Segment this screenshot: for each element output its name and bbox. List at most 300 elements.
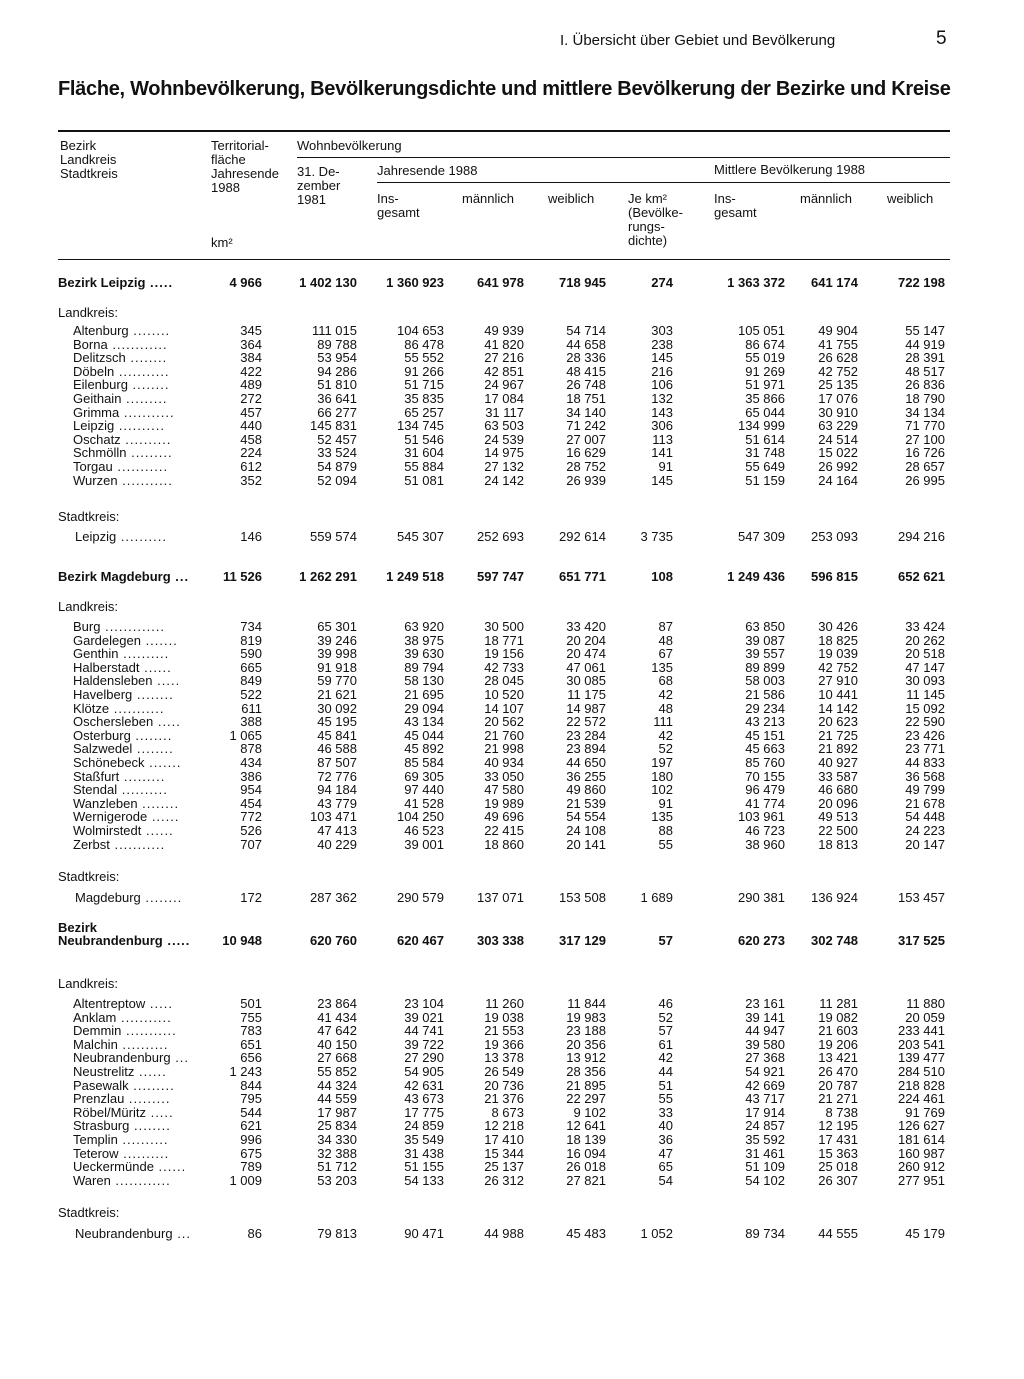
cell-col-5: 48 415 [566,363,606,379]
cell-col-3: 1 360 923 [386,275,444,290]
cell-col-7: 1 363 372 [727,275,785,290]
stadtkreis-row [0,891,1024,905]
cell-col-9: 34 134 [905,404,945,420]
cell-col-8: 24 164 [818,472,858,488]
cell-col-5: 14 987 [566,700,606,716]
row-label-text: Altenburg [73,323,129,338]
cell-col-6: 274 [651,275,673,290]
cell-col-5: 21 895 [566,1077,606,1093]
cell-col-5: 45 483 [566,1226,606,1241]
header-dezember-1981: 1981 [297,192,326,207]
cell-col-5: 12 641 [566,1118,606,1134]
row-label-text: Klötze [73,700,110,716]
header-mittlere-bevoelkerung: Mittlere Bevölkerung 1988 [714,162,866,177]
cell-col-7: 17 914 [745,1104,785,1120]
row-label-text: Bezirk Leipzig [58,275,146,290]
dot-leader: .......... [118,1145,170,1161]
cell-col-2: 17 987 [317,1104,357,1120]
row-label-text: Neubrandenburg [75,1226,173,1241]
cell-col-7: 39 141 [745,1009,785,1025]
cell-col-1: 755 [240,1009,262,1025]
cell-col-7: 547 309 [738,529,785,544]
cell-col-4: 14 107 [484,700,524,716]
cell-col-7: 21 586 [745,687,785,702]
header-territorialflaeche: 1988 [211,180,240,195]
cell-col-3: 43 134 [404,714,444,730]
row-label-text: Anklam [73,1009,117,1025]
cell-col-1: 457 [240,404,262,420]
cell-col-5: 27 821 [566,1172,606,1188]
cell-col-2: 55 852 [317,1064,357,1079]
cell-col-6: 143 [651,404,673,420]
cell-col-7: 85 760 [745,755,785,770]
cell-col-5: 651 771 [559,569,606,584]
cell-col-1: 544 [240,1104,262,1120]
dot-leader: ........... [112,459,169,474]
row-label-text: Pasewalk [73,1077,129,1093]
row-label-text: Burg [73,619,101,634]
dot-leader: .......... [117,1036,169,1052]
cell-col-1: 4 966 [229,275,262,290]
dot-leader: .......... [120,431,172,447]
cell-col-2: 41 434 [317,1009,357,1025]
cell-col-8: 15 363 [818,1145,858,1161]
cell-col-8: 17 431 [818,1132,858,1147]
cell-col-9: 48 517 [905,363,945,379]
cell-col-7: 43 213 [745,714,785,730]
cell-col-6: 238 [651,336,673,352]
cell-col-6: 216 [651,363,673,379]
dot-leader: ...... [141,823,174,838]
cell-col-8: 46 680 [818,782,858,798]
cell-col-4: 27 132 [484,459,524,474]
cell-col-9: 181 614 [898,1132,945,1147]
cell-col-6: 141 [651,445,673,461]
dot-leader: ... [172,1226,192,1241]
cell-col-4: 28 045 [484,673,524,689]
cell-col-3: 545 307 [397,529,444,544]
cell-col-2: 1 262 291 [299,569,357,584]
cell-col-5: 28 752 [566,459,606,474]
cell-col-3: 43 673 [404,1091,444,1107]
cell-col-2: 46 588 [317,741,357,757]
cell-col-5: 18 751 [566,391,606,406]
page-number: 5 [936,28,947,49]
cell-col-6: 33 [658,1104,673,1120]
cell-col-7: 55 649 [745,459,785,474]
cell-col-1: 665 [240,659,262,675]
cell-col-6: 54 [658,1172,673,1188]
cell-col-2: 72 776 [317,768,357,784]
header-bezirk: Bezirk [60,138,97,153]
cell-col-8: 17 076 [818,391,858,406]
cell-col-7: 58 003 [745,673,785,689]
dot-leader: .......... [116,529,167,544]
header-subgroup-rule [377,182,950,183]
cell-col-2: 111 015 [311,323,357,338]
dot-leader: .......... [117,782,168,798]
cell-col-7: 55 019 [745,350,785,366]
cell-col-2: 52 094 [317,472,357,488]
cell-col-8: 26 307 [818,1172,858,1188]
row-label [75,891,182,905]
cell-col-3: 51 081 [404,472,444,488]
cell-col-9: 11 145 [906,687,945,702]
cell-col-4: 303 338 [477,933,524,948]
cell-col-4: 33 050 [484,768,524,784]
cell-col-2: 27 668 [317,1050,357,1066]
dot-leader: ......... [119,768,166,784]
cell-col-4: 14 975 [484,445,524,461]
cell-col-5: 44 650 [566,755,606,770]
cell-col-9: 28 657 [905,459,945,474]
cell-col-2: 559 574 [310,529,357,544]
cell-col-9: 11 880 [906,996,945,1011]
cell-col-5: 22 297 [566,1091,606,1107]
cell-col-9: 15 092 [905,700,945,716]
cell-col-8: 8 738 [825,1104,858,1120]
cell-col-6: 52 [658,741,673,757]
cell-col-9: 652 621 [898,569,945,584]
row-label-text: Bezirk Magdeburg [58,569,171,584]
cell-col-6: 145 [651,350,673,366]
cell-col-9: 294 216 [898,529,945,544]
row-label-text: Haldensleben [73,673,153,689]
stadtkreis-row [0,530,1024,544]
cell-col-6: 108 [651,569,673,584]
cell-col-7: 54 102 [745,1172,785,1188]
cell-col-9: 203 541 [898,1036,945,1052]
table-top-rule [58,130,950,132]
header-group-rule [297,157,950,158]
cell-col-5: 16 094 [566,1145,606,1161]
cell-col-2: 52 457 [317,431,357,447]
row-label-text: Röbel/Müritz [73,1104,146,1120]
cell-col-1: 1 009 [229,1172,262,1188]
cell-col-8: 21 603 [818,1023,858,1039]
header-unit-km2: km² [211,235,233,250]
row-label-text: Altentreptow [73,996,146,1011]
cell-col-1: 675 [240,1145,262,1161]
cell-col-7: 45 151 [745,727,785,743]
cell-col-6: 135 [651,809,673,825]
dot-leader: ........... [109,700,165,716]
cell-col-8: 26 992 [818,459,858,474]
cell-col-6: 42 [658,1050,673,1066]
cell-col-8: 42 752 [818,659,858,675]
cell-col-6: 47 [658,1145,673,1161]
cell-col-1: 1 065 [229,727,262,743]
cell-col-9: 44 833 [905,755,945,770]
cell-col-7: 63 850 [745,619,785,634]
cell-col-4: 31 117 [485,404,524,420]
cell-col-6: 132 [651,391,673,406]
row-label-text: Templin [73,1132,118,1147]
cell-col-1: 783 [240,1023,262,1039]
row-label [58,570,189,584]
header-insgesamt: Ins- [377,191,399,206]
cell-col-4: 13 378 [484,1050,524,1066]
cell-col-4: 21 760 [484,727,524,743]
cell-col-9: 91 769 [905,1104,945,1120]
cell-col-3: 290 579 [397,890,444,905]
cell-col-5: 153 508 [559,890,606,905]
header-dezember-1981: 31. De- [297,164,340,179]
cell-col-6: 42 [658,727,673,743]
cell-col-9: 24 223 [905,823,945,838]
header-mittlere-insgesamt: gesamt [714,205,757,220]
cell-col-7: 43 717 [745,1091,785,1107]
landkreis-row [0,474,1024,488]
cell-col-4: 19 366 [484,1036,524,1052]
cell-col-7: 39 557 [745,646,785,662]
dot-leader: ..... [145,1104,174,1120]
cell-col-6: 180 [651,768,673,784]
dot-leader: ....... [144,755,182,770]
cell-col-6: 52 [658,1009,673,1025]
header-mittlere-insgesamt: Ins- [714,191,736,206]
header-territorialflaeche: fläche [211,152,246,167]
cell-col-1: 611 [241,700,262,716]
cell-col-9: 18 790 [905,391,945,406]
row-label-text: Neubrandenburg [73,1050,171,1066]
row-label-text: Schönebeck [73,755,145,770]
dot-leader: ........... [117,472,173,488]
cell-col-3: 91 266 [404,363,444,379]
cell-col-5: 11 175 [567,687,606,702]
cell-col-8: 18 825 [818,632,858,648]
row-label-text: Staßfurt [73,768,120,784]
cell-col-4: 18 860 [484,836,524,852]
cell-col-4: 26 312 [484,1172,524,1188]
cell-col-9: 33 424 [905,619,945,634]
cell-col-8: 20 787 [818,1077,858,1093]
row-label-text: Oschatz [73,431,121,447]
cell-col-4: 17 084 [484,391,524,406]
dot-leader: .......... [114,418,165,434]
cell-col-3: 35 549 [404,1132,444,1147]
cell-col-7: 91 269 [745,363,785,379]
cell-col-5: 24 108 [566,823,606,838]
dot-leader: ..... [153,714,181,730]
cell-col-6: 48 [658,632,673,648]
cell-col-8: 30 426 [818,619,858,634]
cell-col-6: 55 [658,836,673,852]
cell-col-5: 21 539 [566,795,606,811]
cell-col-1: 789 [240,1159,262,1175]
row-label [75,1227,191,1241]
cell-col-6: 68 [658,673,673,689]
cell-col-1: 844 [240,1077,262,1093]
cell-col-4: 41 820 [484,336,524,352]
dot-leader: ..... [145,996,173,1011]
row-label [73,838,165,852]
cell-col-1: 621 [240,1118,262,1134]
row-label-text: Wolmirstedt [73,823,142,838]
cell-col-3: 42 631 [404,1077,444,1093]
cell-col-3: 65 257 [404,404,444,420]
cell-col-1: 440 [240,418,262,434]
cell-col-5: 22 572 [566,714,606,730]
cell-col-1: 501 [240,996,262,1011]
dot-leader: ........... [114,363,170,379]
cell-col-3: 58 130 [404,673,444,689]
dot-leader: ........... [119,404,175,420]
cell-col-9: 317 525 [898,933,945,948]
cell-col-9: 23 771 [905,741,945,757]
cell-col-4: 24 967 [484,377,524,393]
cell-col-9: 218 828 [898,1077,945,1093]
cell-col-7: 39 580 [745,1036,785,1052]
cell-col-8: 42 752 [818,363,858,379]
dot-leader: ......... [128,1077,175,1093]
cell-col-5: 28 356 [566,1064,606,1079]
cell-col-7: 103 961 [738,809,785,825]
header-dichte: dichte) [628,233,668,248]
row-label-text: Döbeln [73,363,115,379]
dot-leader: ............ [110,1172,171,1188]
header-territorialflaeche: Territorial- [211,138,269,153]
cell-col-6: 91 [658,795,673,811]
header-territorialflaeche: Jahresende [211,166,279,181]
row-label-text: Wernigerode [73,809,148,825]
row-label-text: Torgau [73,459,113,474]
cell-col-4: 18 771 [484,632,524,648]
cell-col-8: 49 513 [818,809,858,825]
dot-leader: ..... [152,673,181,689]
row-label-text: Genthin [73,646,119,662]
cell-col-8: 30 910 [818,404,858,420]
row-label-text: Demmin [73,1023,122,1039]
cell-col-2: 44 559 [317,1091,357,1107]
cell-col-2: 21 621 [317,687,357,702]
dot-leader: ..... [162,933,191,948]
header-dichte: Je km² [628,191,667,206]
cell-col-9: 27 100 [905,431,945,447]
cell-col-2: 51 712 [317,1159,357,1175]
cell-col-6: 91 [658,459,673,474]
row-label [75,530,167,544]
cell-col-4: 42 851 [484,363,524,379]
cell-col-8: 641 174 [811,275,858,290]
cell-col-3: 45 892 [404,741,444,757]
cell-col-3: 54 133 [404,1172,444,1188]
cell-col-2: 79 813 [317,1226,357,1241]
cell-col-4: 49 696 [484,809,524,825]
cell-col-3: 23 104 [404,996,444,1011]
cell-col-7: 31 461 [745,1145,785,1161]
cell-col-7: 51 159 [745,472,785,488]
cell-col-6: 46 [658,996,673,1011]
cell-col-5: 292 614 [559,529,606,544]
dot-leader: ...... [153,1159,187,1175]
cell-col-3: 104 653 [397,323,444,338]
dot-leader: ........ [140,890,183,905]
dot-leader: .......... [117,1132,169,1147]
cell-col-6: 42 [658,687,673,702]
cell-col-4: 25 137 [484,1159,524,1175]
cell-col-7: 24 857 [745,1118,785,1134]
cell-col-4: 21 376 [484,1091,524,1107]
cell-col-8: 25 135 [818,377,858,393]
header-dezember-1981: zember [297,178,341,193]
cell-col-5: 23 188 [566,1023,606,1039]
cell-col-3: 31 438 [404,1145,444,1161]
cell-col-4: 12 218 [484,1118,524,1134]
cell-col-5: 13 912 [566,1050,606,1066]
header-bottom-rule [58,259,950,260]
cell-col-6: 1 689 [640,890,673,905]
dot-leader: ...... [134,1064,167,1079]
cell-col-4: 137 071 [477,890,524,905]
cell-col-5: 26 018 [566,1159,606,1175]
cell-col-4: 26 549 [484,1064,524,1079]
cell-col-3: 1 249 518 [386,569,444,584]
cell-col-6: 36 [658,1132,673,1147]
cell-col-8: 15 022 [818,445,858,461]
cell-col-3: 51 155 [404,1159,444,1175]
cell-col-2: 47 413 [317,823,357,838]
dot-leader: ........ [130,727,173,743]
cell-col-5: 30 085 [566,673,606,689]
cell-col-4: 30 500 [484,619,524,634]
cell-col-5: 54 554 [566,809,606,825]
cell-col-8: 25 018 [818,1159,858,1175]
cell-col-9: 21 678 [905,795,945,811]
dot-leader: ..... [145,275,174,290]
cell-col-1: 522 [240,687,262,702]
cell-col-8: 14 142 [818,700,858,716]
header-insgesamt: gesamt [377,205,420,220]
cell-col-4: 17 410 [484,1132,524,1147]
cell-col-6: 106 [651,377,673,393]
cell-col-7: 51 109 [745,1159,785,1175]
cell-col-2: 89 788 [317,336,357,352]
dot-leader: .......... [118,646,170,662]
cell-col-5: 23 284 [566,727,606,743]
cell-col-5: 34 140 [566,404,606,420]
dot-leader: ...... [147,809,180,825]
cell-col-7: 89 899 [745,659,785,675]
cell-col-1: 11 526 [222,569,262,584]
header-mittlere-weiblich: weiblich [887,191,934,206]
cell-col-2: 44 324 [317,1077,357,1093]
cell-col-6: 88 [658,823,673,838]
cell-col-3: 38 975 [404,632,444,648]
cell-col-9: 23 426 [905,727,945,743]
cell-col-9: 20 147 [905,836,945,852]
cell-col-9: 153 457 [898,890,945,905]
cell-col-7: 134 999 [738,418,785,434]
cell-col-5: 20 474 [566,646,606,662]
cell-col-5: 26 939 [566,472,606,488]
cell-col-1: 734 [240,619,262,634]
cell-col-9: 71 770 [905,418,945,434]
row-label [73,474,173,488]
cell-col-8: 253 093 [811,529,858,544]
cell-col-4: 49 939 [484,323,524,338]
cell-col-6: 67 [658,646,673,662]
cell-col-8: 21 725 [818,727,858,743]
cell-col-4: 10 520 [484,687,524,702]
cell-col-1: 1 243 [229,1064,262,1079]
cell-col-1: 352 [240,472,262,488]
cell-col-1: 386 [240,768,262,784]
cell-col-6: 102 [651,782,673,798]
cell-col-8: 11 281 [819,996,858,1011]
cell-col-5: 54 714 [566,323,606,338]
cell-col-9: 20 059 [905,1009,945,1025]
